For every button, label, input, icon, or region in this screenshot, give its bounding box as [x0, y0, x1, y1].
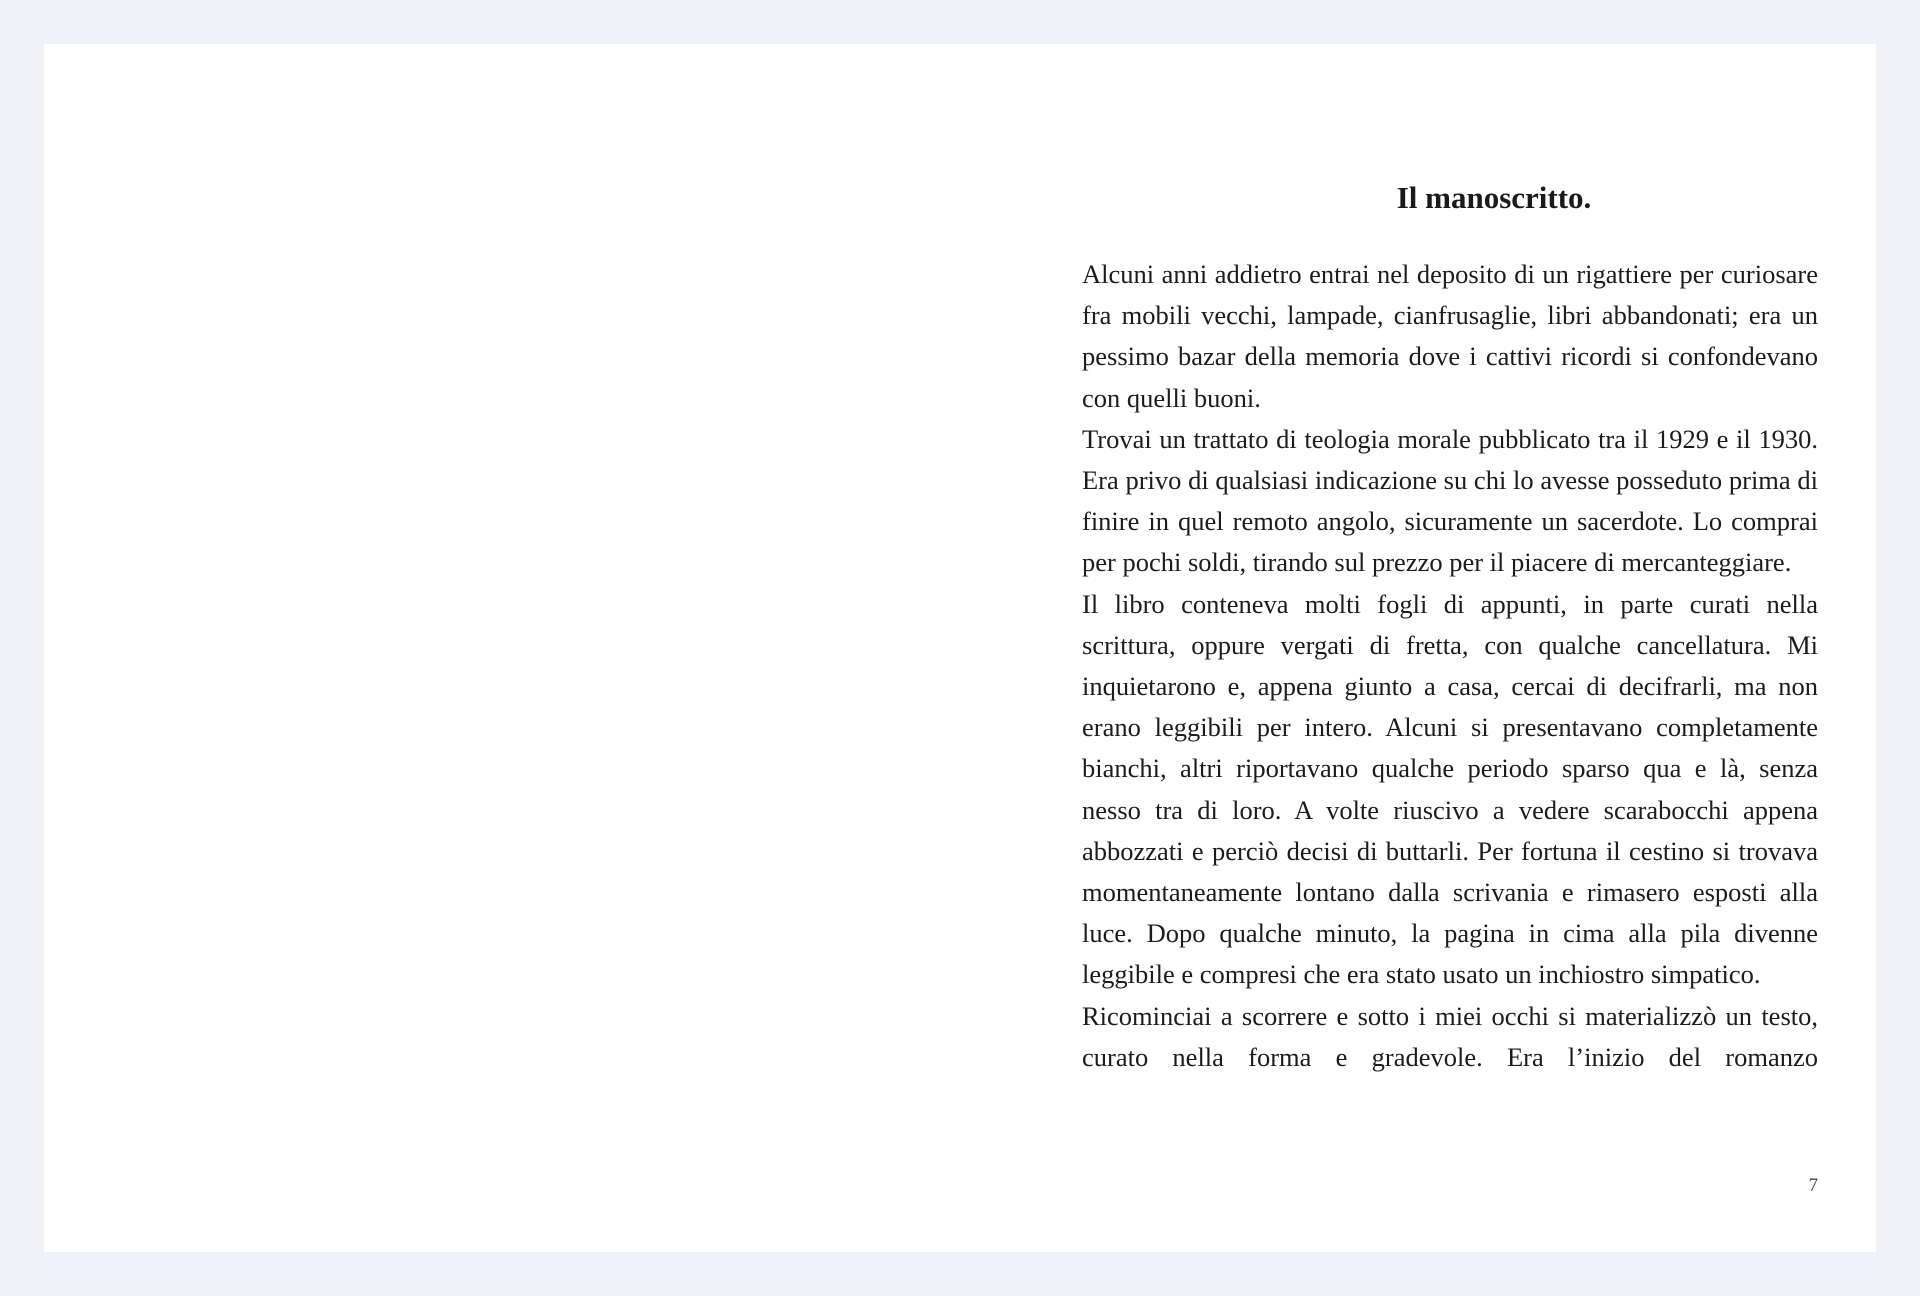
chapter-title: Il manoscritto.	[1396, 180, 1592, 215]
paragraph-2: Trovai un trattato di teologia morale pubblicato tra il 1929 e il 1930. Era privo di qualsiasi indicazione su chi lo avesse posseduto prima di finire in quel remoto angolo, sicuramente un sacerdote. Lo comprai per pochi soldi, tirando sul prezzo per il piacere di mercanteggiare.	[1082, 423, 1818, 578]
page-number: 7	[1808, 1175, 1818, 1196]
paragraph-1: Alcuni anni addietro entrai nel deposito di un rigattiere per curiosare fra mobili vecchi, lampade, cianfrusaglie, libri abbandonati; era un pessimo bazar della memoria dove i cattivi ricordi si confondevano con quelli buoni.	[1082, 259, 1818, 413]
paragraph-3: Il libro conteneva molti fogli di appunti, in parte curati nella scrittura, oppure vergati di fretta, con qualche cancellatura. Mi inquietarono e, appena giunto a casa, cercai di decifrarli, ma non erano leggibili per intero. Alcuni si presentavano completamente bianchi, altri riportavano qualche periodo sparso qua e là, senza nesso tra di loro. A volte riuscivo a vedere scarabocchi appena abbozzati e perciò decisi di buttarli. Per fortuna il cestino si trovava momentaneamente lontano dalla scrivania e rimasero esposti alla luce. Dopo qualche minuto, la pagina in cima alla pila divenne leggibile e compresi che era stato usato un inchiostro simpatico.	[1082, 588, 1818, 990]
body-text	[1082, 254, 1818, 1078]
paragraph-4: Ricominciai a scorrere e sotto i miei occhi si materializzò un testo, curato nella forma e gradevole. Era l’inizio del romanzo	[1082, 1000, 1818, 1072]
book-spread	[44, 44, 1876, 1252]
left-page-blank	[44, 44, 960, 1252]
right-page	[960, 44, 1876, 1252]
